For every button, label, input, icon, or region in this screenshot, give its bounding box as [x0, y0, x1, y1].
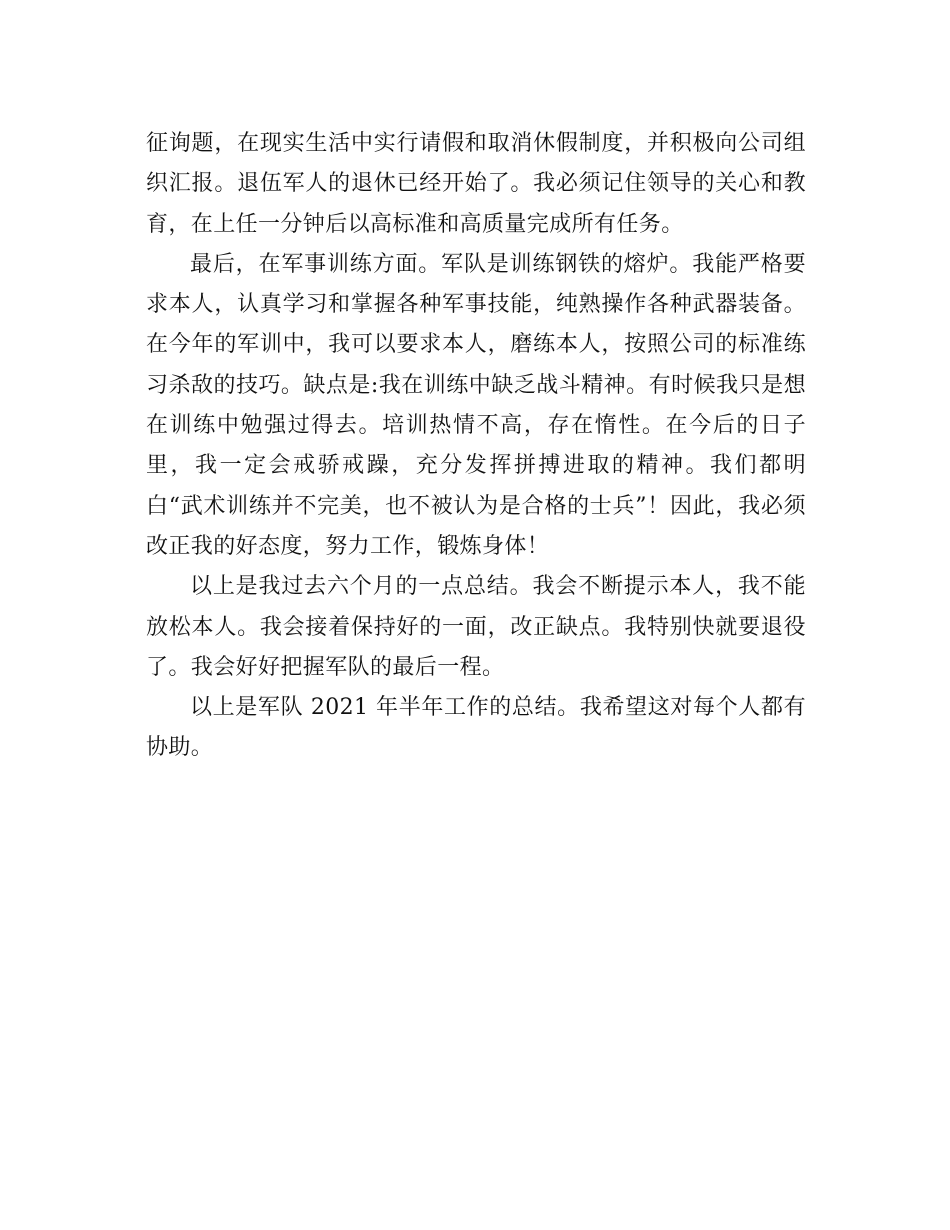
paragraph-2: 最后，在军事训练方面。军队是训练钢铁的熔炉。我能严格要求本人，认真学习和掌握各种军事技能，纯熟操作各种武器装备。在今年的军训中，我可以要求本人，磨练本人，按照公司的标准练习杀敌的技巧。缺点是:我在训练中缺乏战斗精神。有时候我只是想在训练中勉强过得去。培训热情不高，存在惰性。在今后的日子里，我一定会戒骄戒躁，充分发挥拼搏进取的精神。我们都明白“武术训练并不完美，也不被认为是合格的士兵”！因此，我必须改正我的好态度，努力工作，锻炼身体！ — [146, 251, 806, 559]
paragraph-3: 以上是我过去六个月的一点总结。我会不断提示本人，我不能放松本人。我会接着保持好的一面，改正缺点。我特别快就要退役了。我会好好把握军队的最后一程。 — [146, 574, 806, 680]
paragraph-4: 以上是军队 2021 年半年工作的总结。我希望这对每个人都有协助。 — [146, 695, 806, 761]
document-body — [146, 124, 806, 769]
paragraph-1: 征询题，在现实生活中实行请假和取消休假制度，并积极向公司组织汇报。退伍军人的退休已经开始了。我必须记住领导的关心和教育，在上任一分钟后以高标准和高质量完成所有任务。 — [146, 131, 806, 237]
